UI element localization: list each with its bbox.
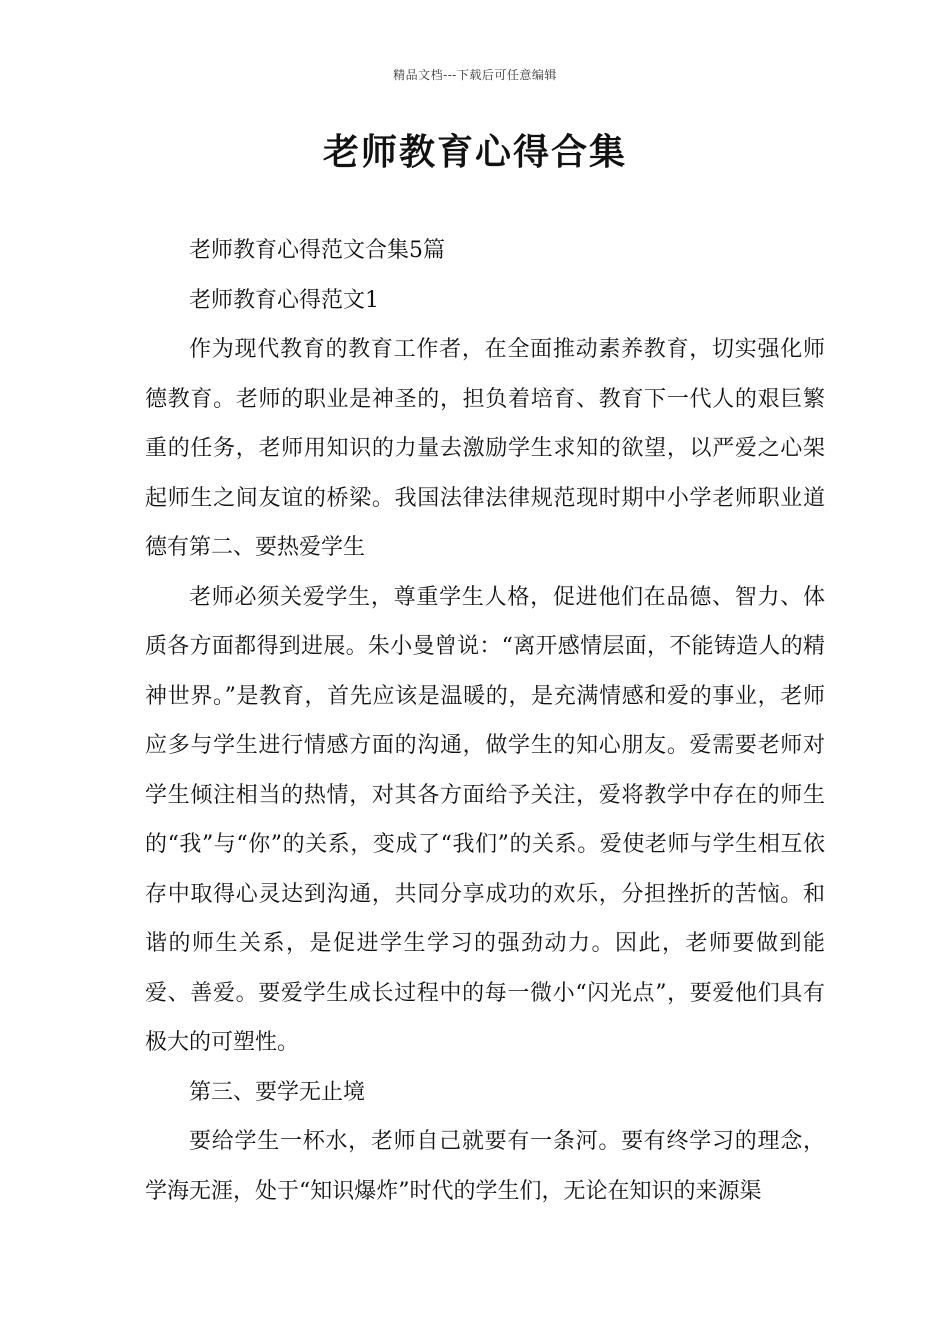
header-note: 精品文档---下载后可任意编辑 [393, 68, 557, 82]
paragraph-section-heading: 第三、要学无止境 [189, 1079, 366, 1105]
paragraph: 作为现代教育的教育工作者，在全面推动素养教育，切实强化师德教育。老师的职业是神圣的，担负着培育、教育下一代人的艰巨繁重的任务，老师用知识的力量去激励学生求知的欲望，以严爱之心架起师生之间友谊的桥梁。我国法律法律规范现时期中小学老师职业道德有第二、要热爱学生 [145, 337, 825, 560]
paragraph-essay-heading: 老师教育心得范文1 [189, 287, 379, 313]
paragraph: 老师必须关爱学生，尊重学生人格，促进他们在品德、智力、体质各方面都得到进展。朱小曼曾说：“离开感情层面，不能铸造人的精神世界。”是教育，首先应该是温暖的，是充满情感和爱的事业，老师应多与学生进行情感方面的沟通，做学生的知心朋友。爱需要老师对学生倾注相当的热情，对其各方面给予关注，爱将教学中存在的师生的“我”与“你”的关系，变成了“我们”的关系。爱使老师与学生相互依存中取得心灵达到沟通，共同分享成功的欢乐，分担挫折的苦恼。和谐的师生关系，是促进学生学习的强劲动力。因此，老师要做到能爱、善爱。要爱学生成长过程中的每一微小“闪光点”，要爱他们具有极大的可塑性。 [145, 584, 825, 1055]
document-title: 老师教育心得合集 [322, 131, 627, 173]
paragraph: 要给学生一杯水，老师自己就要有一条河。要有终学习的理念，学海无涯，处于“知识爆炸”时代的学生们，无论在知识的来源渠 [145, 1129, 825, 1204]
paragraph-collection-heading: 老师教育心得范文合集5篇 [189, 238, 445, 263]
document-body [145, 226, 825, 1216]
